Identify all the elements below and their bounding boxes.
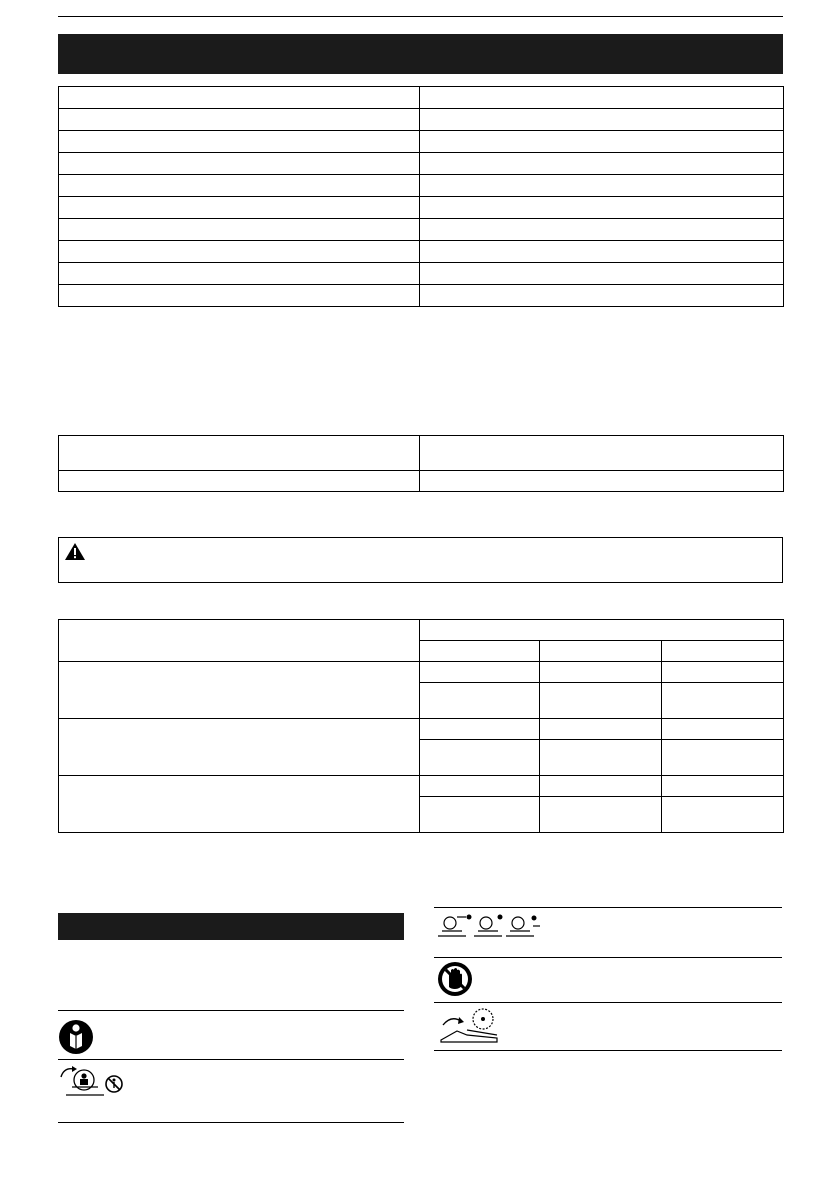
spec-value — [420, 153, 784, 175]
table-row — [59, 197, 784, 219]
vib-cell — [662, 683, 784, 719]
symbols-header-bar — [58, 913, 404, 940]
specifications-table — [58, 86, 784, 307]
vibration-table — [58, 619, 784, 833]
spec-label — [59, 109, 420, 131]
table-row — [59, 471, 784, 492]
spec-label — [59, 241, 420, 263]
vib-cell — [662, 776, 784, 797]
spec-value — [420, 219, 784, 241]
vib-cell — [540, 719, 662, 740]
power-value — [420, 436, 784, 471]
warning-triangle-icon — [65, 543, 85, 560]
table-row — [59, 219, 784, 241]
vib-cell — [540, 683, 662, 719]
power-table — [58, 435, 784, 492]
spec-value — [420, 241, 784, 263]
table-row — [59, 776, 784, 797]
vib-cell — [662, 641, 784, 662]
table-row — [59, 620, 784, 641]
vib-cell — [662, 719, 784, 740]
power-label — [59, 471, 420, 492]
spec-label — [59, 131, 420, 153]
spec-label — [59, 153, 420, 175]
spec-label — [59, 197, 420, 219]
vib-row-label — [59, 776, 420, 833]
table-row — [59, 153, 784, 175]
vib-header-group — [420, 620, 784, 641]
spec-value — [420, 197, 784, 219]
vib-cell — [540, 797, 662, 833]
divider — [58, 1122, 404, 1123]
blade-rotation-steps-icon — [436, 912, 544, 940]
power-label — [59, 436, 420, 471]
spec-label — [59, 175, 420, 197]
spec-value — [420, 87, 784, 109]
table-row — [59, 87, 784, 109]
vib-cell — [540, 662, 662, 683]
divider — [434, 957, 782, 958]
vib-cell — [420, 683, 540, 719]
table-row — [59, 241, 784, 263]
divider — [434, 907, 782, 908]
spec-value — [420, 175, 784, 197]
vib-cell — [420, 797, 540, 833]
section-header-bar — [58, 34, 783, 74]
warning-box — [58, 537, 783, 583]
spec-value — [420, 131, 784, 153]
spec-label — [59, 219, 420, 241]
vib-cell — [420, 776, 540, 797]
table-row — [59, 662, 784, 683]
read-manual-icon — [58, 1019, 94, 1055]
spec-label — [59, 263, 420, 285]
vib-cell — [540, 641, 662, 662]
spec-label — [59, 87, 420, 109]
vib-header-label — [59, 620, 420, 662]
vib-cell — [662, 740, 784, 776]
vib-cell — [420, 662, 540, 683]
divider — [58, 1059, 404, 1060]
keep-bystanders-away-icon — [58, 1063, 124, 1099]
no-gloves-icon — [437, 961, 473, 997]
vib-cell — [420, 641, 540, 662]
kickback-hazard-icon — [437, 1005, 501, 1045]
vib-row-label — [59, 719, 420, 776]
power-value — [420, 471, 784, 492]
table-row — [59, 263, 784, 285]
table-row — [59, 109, 784, 131]
table-row — [59, 436, 784, 471]
divider — [58, 1010, 404, 1011]
vib-cell — [420, 740, 540, 776]
vib-row-label — [59, 662, 420, 719]
vib-cell — [540, 740, 662, 776]
table-row — [59, 175, 784, 197]
table-row — [59, 285, 784, 307]
spec-value — [420, 285, 784, 307]
divider — [434, 1050, 782, 1051]
vib-cell — [662, 797, 784, 833]
spec-value — [420, 263, 784, 285]
vib-cell — [420, 719, 540, 740]
vib-cell — [662, 662, 784, 683]
divider — [434, 1002, 782, 1003]
vib-cell — [540, 776, 662, 797]
table-row — [59, 131, 784, 153]
table-row — [59, 719, 784, 740]
spec-value — [420, 109, 784, 131]
spec-label — [59, 285, 420, 307]
top-rule — [58, 16, 783, 17]
